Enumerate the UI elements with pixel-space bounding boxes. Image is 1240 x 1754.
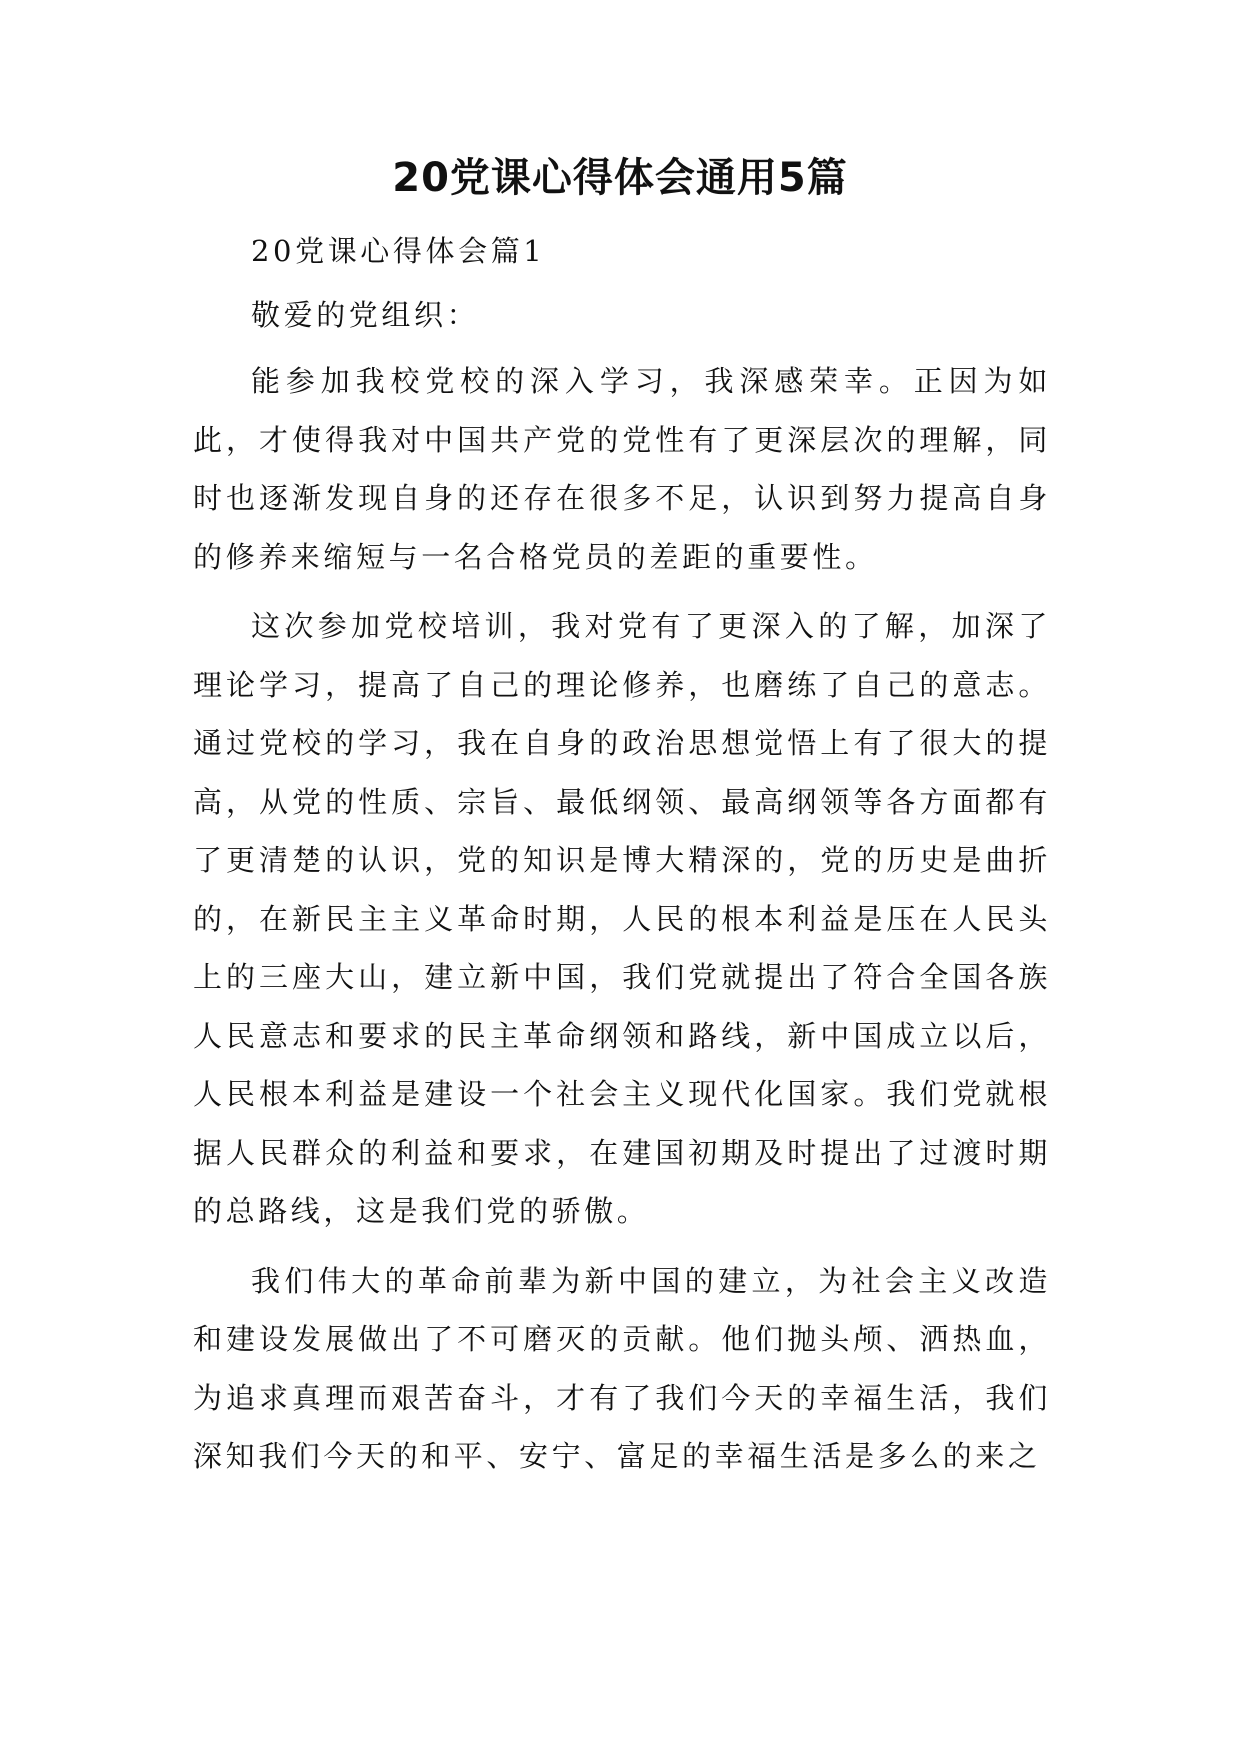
paragraph-2: 这次参加党校培训，我对党有了更深入的了解，加深了理论学习，提高了自己的理论修养，也磨练了自己的意志。通过党校的学习，我在自身的政治思想觉悟上有了很大的提高，从党的性质、宗旨、最低纲领、最高纲领等各方面都有了更清楚的认识，党的知识是博大精深的，党的历史是曲折的，在新民主主义革命时期，人民的根本利益是压在人民头上的三座大山，建立新中国，我们党就提出了符合全国各族人民意志和要求的民主革命纲领和路线，新中国成立以后，人民根本利益是建设一个社会主义现代化国家。我们党就根据人民群众的利益和要求，在建国初期及时提出了过渡时期的总路线，这是我们党的骄傲。 xyxy=(193,609,1051,1228)
document-title: 20党课心得体会通用5篇 xyxy=(392,155,848,201)
paragraph-1: 能参加我校党校的深入学习，我深感荣幸。正因为如此，才使得我对中国共产党的党性有了更深层次的理解，同时也逐渐发现自身的还存在很多不足，认识到努力提高自身的修养来缩短与一名合格党员的差距的重要性。 xyxy=(193,364,1051,574)
section-heading: 20党课心得体会篇1 xyxy=(251,234,546,268)
document-body xyxy=(193,222,1051,1497)
salutation: 敬爱的党组织： xyxy=(251,297,480,332)
paragraph-3: 我们伟大的革命前辈为新中国的建立，为社会主义改造和建设发展做出了不可磨灭的贡献。他们抛头颅、洒热血，为追求真理而艰苦奋斗，才有了我们今天的幸福生活，我们深知我们今天的和平、安宁、富足的幸福生活是多么的来之 xyxy=(193,1263,1051,1473)
